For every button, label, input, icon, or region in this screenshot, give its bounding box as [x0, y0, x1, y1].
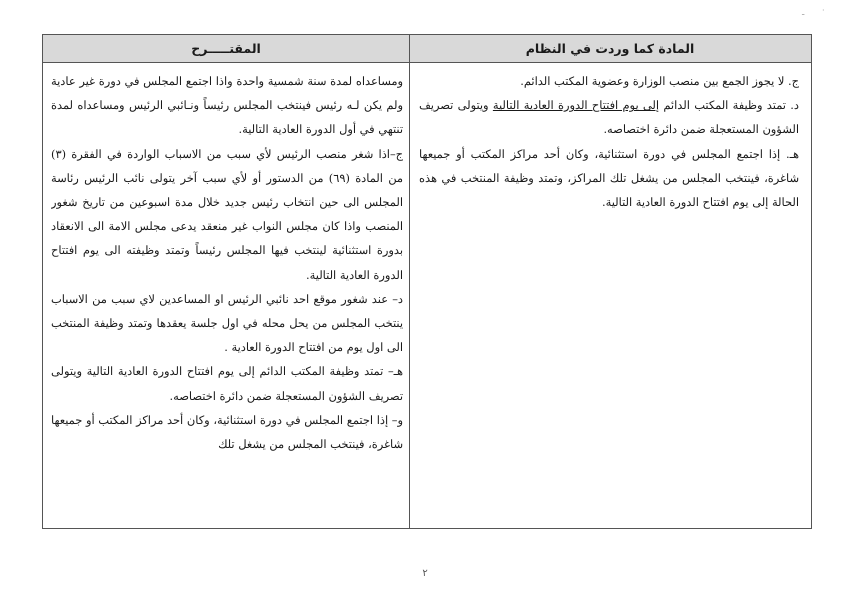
page-number: ٢	[422, 568, 428, 579]
current-article-column	[419, 69, 799, 528]
paragraph: ج. لا يجوز الجمع بين منصب الوزارة وعضوية المكتب الدائم.	[520, 74, 799, 88]
paragraph	[419, 93, 799, 141]
scan-mark: ·	[822, 6, 825, 15]
paragraph: ج–اذا شغر منصب الرئيس لأي سبب من الاسباب الواردة في الفقرة (٣) من المادة (٦٩) من الدستور أو لأي سبب آخر يتولى نائب الرئيس رئاسة المجلس الى حين انتخاب رئيس جديد خلال مدة اسبوعين من تاريخ شغور المنصب واذا كان مجلس النواب غير منعقد يدعى مجلس الامة الى الانعقاد بدورة استثنائية لينتخب فيها المجلس رئيساً وتمتد وظيفته الى يوم افتتاح الدورة العادية التالية.	[51, 146, 403, 282]
underlined-text: إلى يوم افتتاح الدورة العادية التالية	[492, 98, 660, 113]
paragraph: ومساعداه لمدة سنة شمسية واحدة واذا اجتمع المجلس في دورة غير عادية ولم يكن لـه رئيس فينتخب المجلس رئيساً ونـائبي الرئيس ومساعداه لمدة تنتهي في أول الدورة العادية التالية.	[51, 74, 403, 137]
paragraph: و– إذا اجتمع المجلس في دورة استثنائية، وكان أحد مراكز المكتب أو جميعها شاغرة، فينتخب المجلس من يشغل تلك	[51, 412, 403, 452]
column-divider	[409, 35, 410, 528]
header-current-article: المادة كما وردت في النظام	[525, 41, 695, 56]
header-proposal: المقتـــــرح	[191, 41, 261, 56]
paragraph: هـ– تمتد وظيفة المكتب الدائم إلى يوم افتتاح الدورة العادية التالية ويتولى تصريف الشؤون المستعجلة ضمن دائرة اختصاصه.	[51, 364, 403, 403]
proposal-column	[51, 69, 403, 528]
comparison-table	[42, 34, 812, 529]
scan-mark: ـ	[802, 8, 805, 17]
paragraph-text: ويتولى تصريف الشؤون المستعجلة ضمن دائرة اختصاصه.	[419, 98, 799, 137]
paragraph: د– عند شغور موقع احد نائبي الرئيس او المساعدين لاي سبب من الاسباب ينتخب المجلس من يحل محله في اول جلسة يعقدها وتمتد وظيفة المنتخب الى اول يوم من افتتاح الدورة العادية .	[51, 291, 403, 355]
paragraph-text: د. تمتد وظيفة المكتب الدائم	[659, 98, 799, 113]
paragraph: هـ. إذا اجتمع المجلس في دورة استثنائية، وكان أحد مراكز المكتب أو جميعها شاغرة، فينتخب المجلس من يشغل تلك المراكز، وتمتد وظيفة المنتخب في هذه الحالة إلى يوم افتتاح الدورة العادية التالية.	[419, 146, 799, 210]
